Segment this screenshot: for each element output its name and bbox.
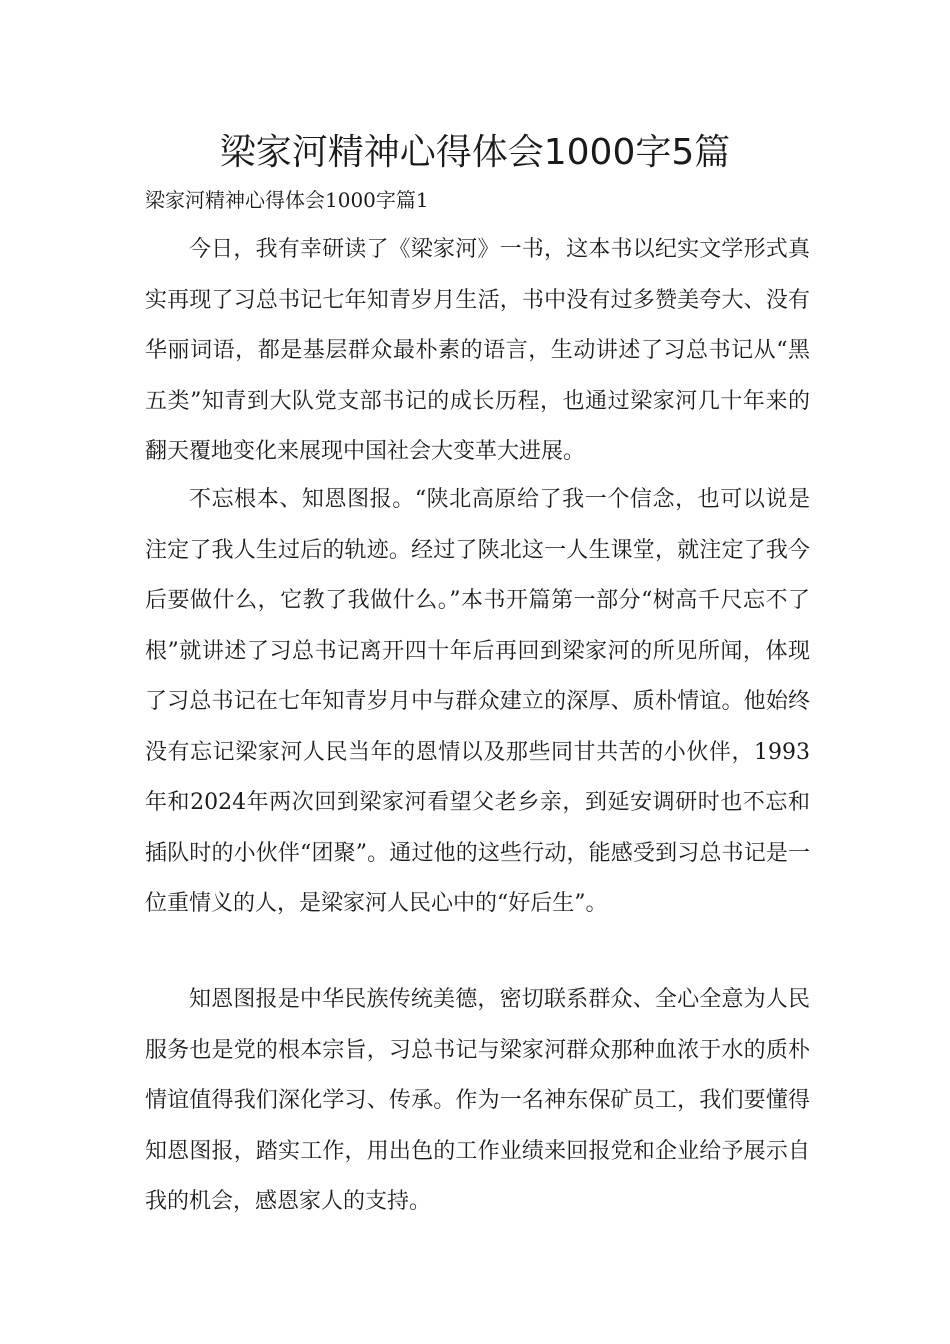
- paragraph: 知恩图报是中华民族传统美德，密切联系群众、全心全意为人民服务也是党的根本宗旨，习总书记与梁家河群众那种血浓于水的质朴情谊值得我们深化学习、传承。作为一名神东保矿员工，我们要懂得知恩图报，踏实工作，用出色的工作业绩来回报党和企业给予展示自我的机会，感恩家人的支持。: [145, 987, 810, 1214]
- section-heading: 梁家河精神心得体会1000字篇1: [145, 188, 429, 212]
- paragraph: 今日，我有幸研读了《梁家河》一书，这本书以纪实文学形式真实再现了习总书记七年知青岁月生活，书中没有过多赞美夸大、没有华丽词语，都是基层群众最朴素的语言，生动讲述了习总书记从“黑五类”知青到大队党支部书记的成长历程，也通过梁家河几十年来的翻天覆地变化来展现中国社会大变革大进展。: [145, 237, 810, 464]
- document-title: 梁家河精神心得体会1000字5篇: [219, 132, 731, 173]
- paragraph: 不忘根本、知恩图报。“陕北高原给了我一个信念，也可以说是注定了我人生过后的轨迹。经过了陕北这一人生课堂，就注定了我今后要做什么，它教了我做什么。”本书开篇第一部分“树高千尺忘不了根”就讲述了习总书记离开四十年后再回到梁家河的所见所闻，体现了习总书记在七年知青岁月中与群众建立的深厚、质朴情谊。他始终没有忘记梁家河人民当年的恩情以及那些同甘共苦的小伙伴，1993年和2024年两次回到梁家河看望父老乡亲，到延安调研时也不忘和插队时的小伙伴“团聚”。通过他的这些行动，能感受到习总书记是一位重情义的人，是梁家河人民心中的“好后生”。: [145, 487, 810, 916]
